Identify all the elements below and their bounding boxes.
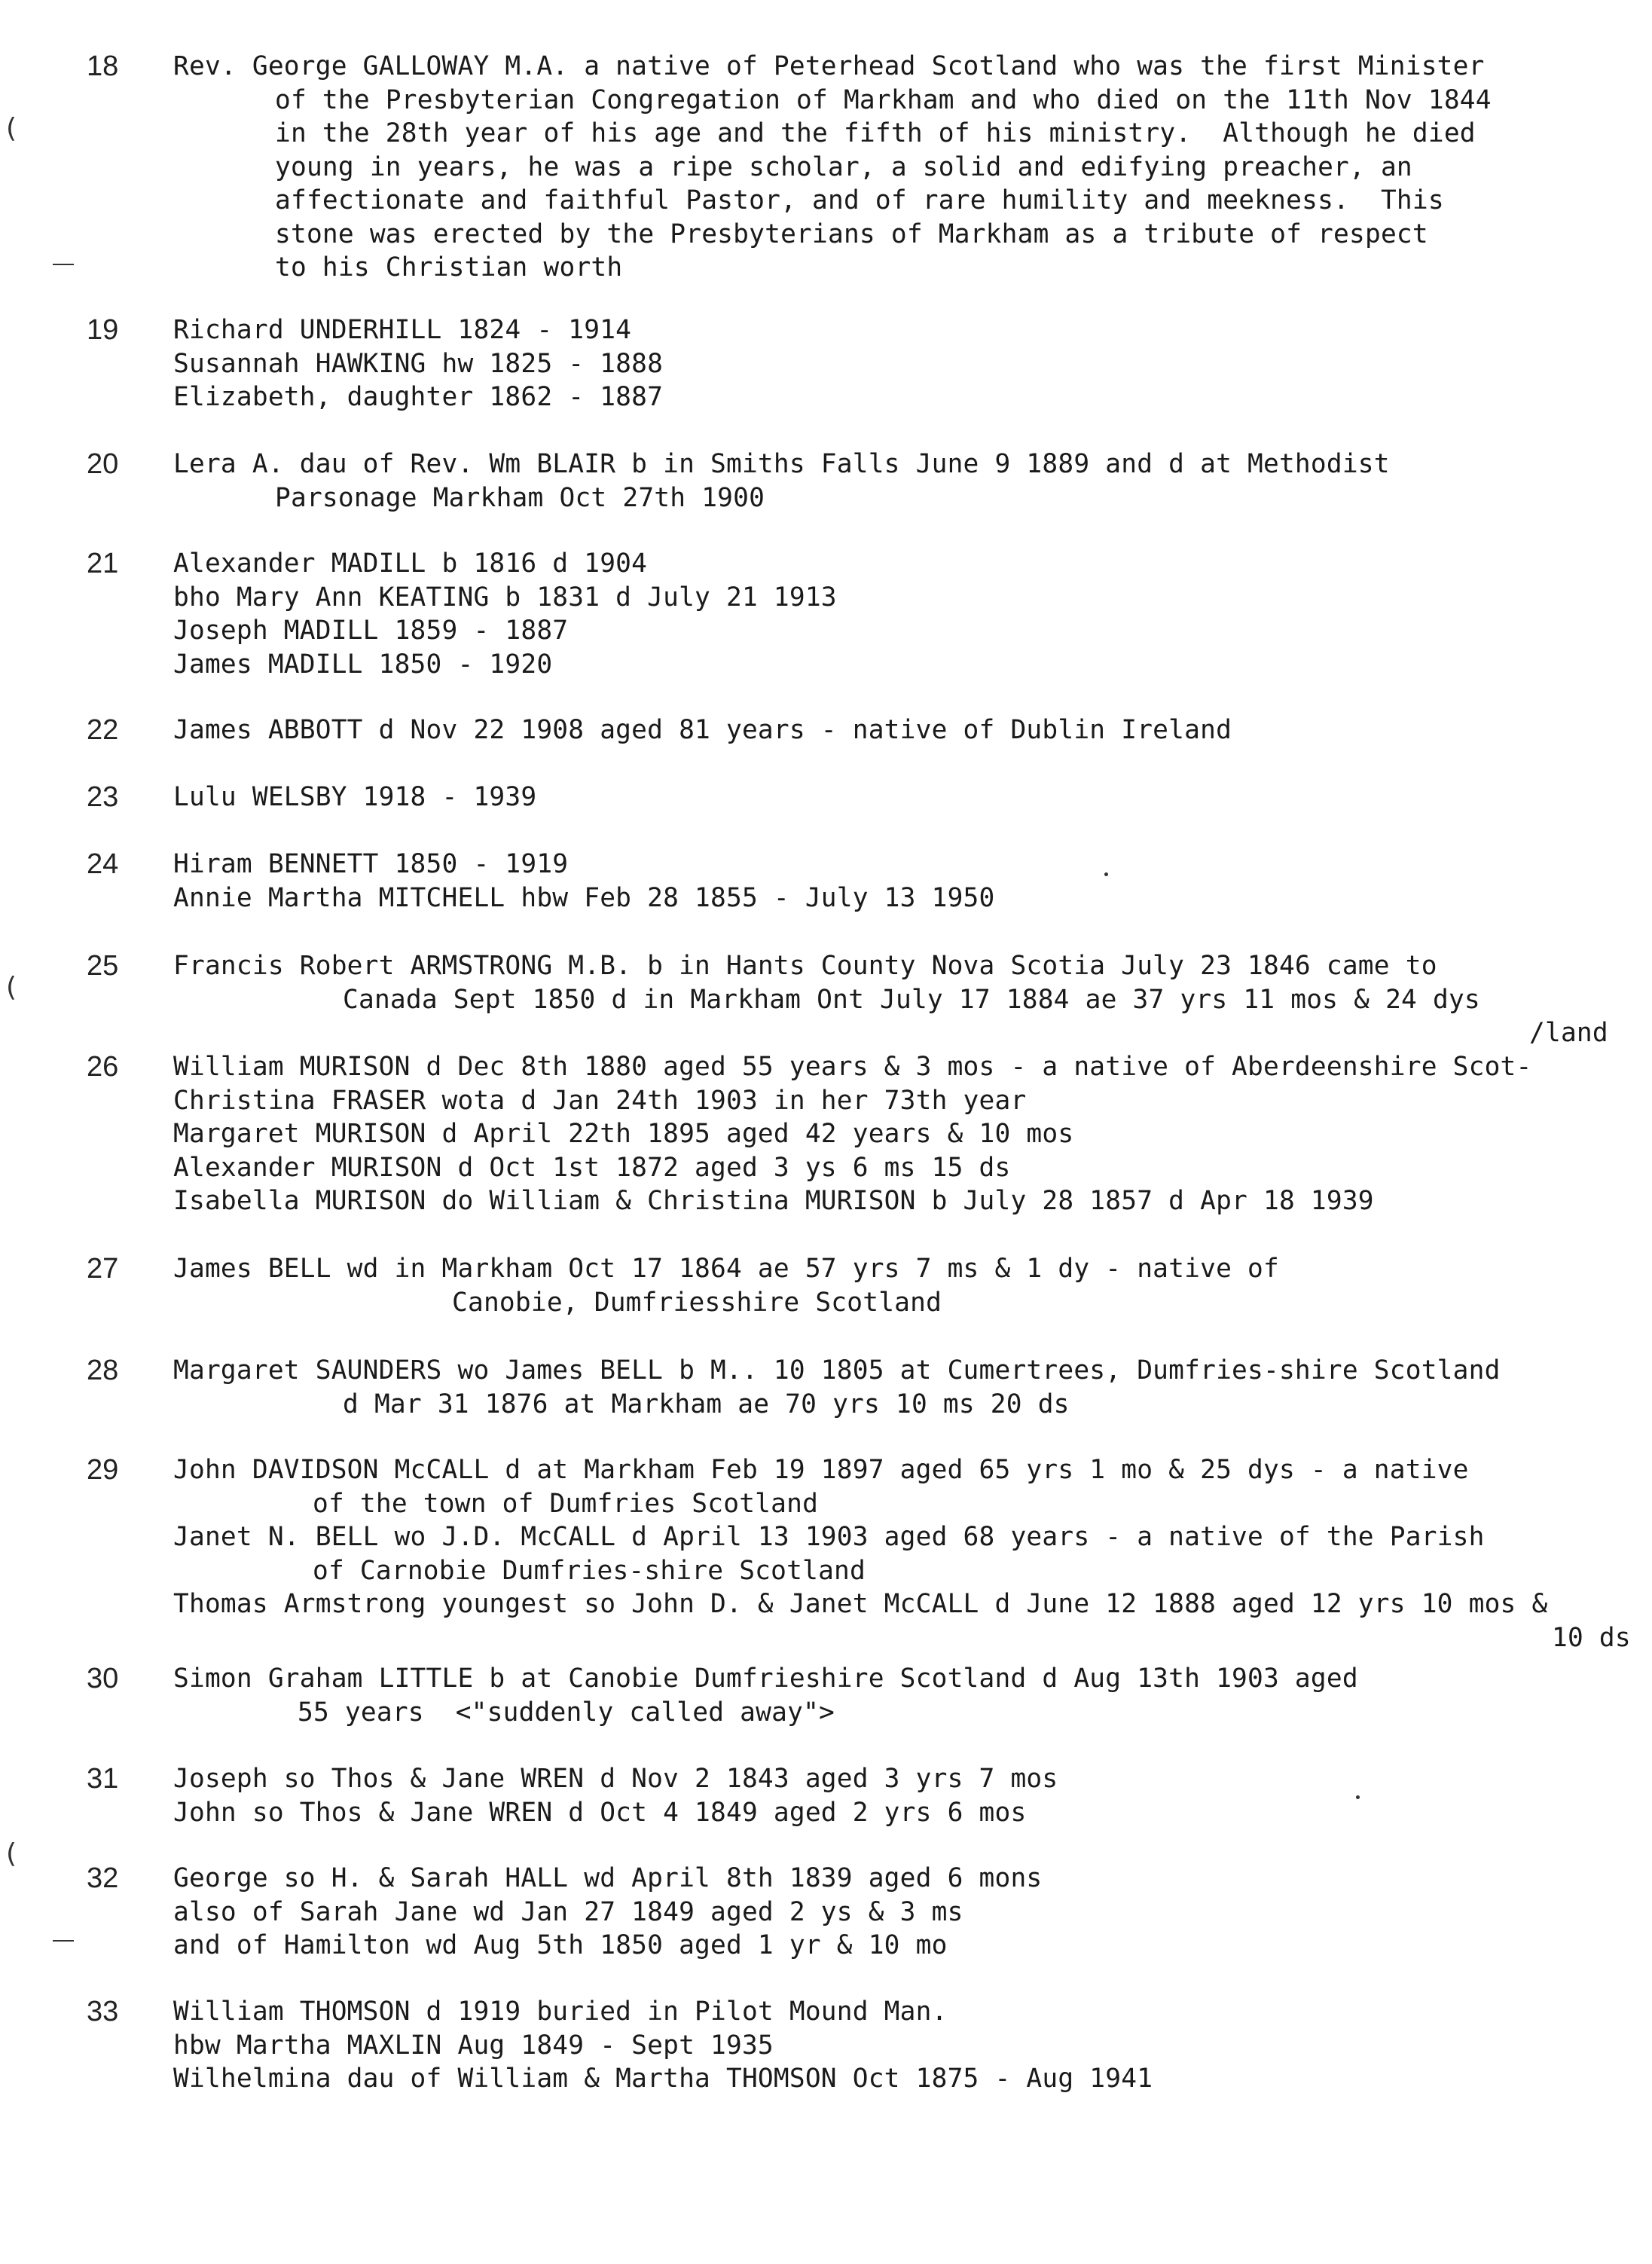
entry-line: Alexander MADILL b 1816 d 1904	[173, 548, 648, 579]
speck-mark	[1356, 1795, 1360, 1799]
entry-line: Lulu WELSBY 1918 - 1939	[173, 782, 537, 812]
entry-line: Canobie, Dumfriesshire Scotland	[452, 1287, 942, 1318]
entry-text	[173, 949, 1642, 1016]
entry-line: Thomas Armstrong youngest so John D. & Janet McCALL d June 12 1888 aged 12 yrs 10 mos &	[173, 1589, 1548, 1619]
entry-number: 21	[87, 548, 119, 579]
entry-line: Hiram BENNETT 1850 - 1919	[173, 849, 569, 879]
entry-number: 25	[87, 950, 119, 982]
entry-line: Margaret MURISON d April 22th 1895 aged 42 years & 10 mos	[173, 1119, 1074, 1149]
entry-line: and of Hamilton wd Aug 5th 1850 aged 1 yr & 10 mo	[173, 1930, 948, 1960]
entry-line: William THOMSON d 1919 buried in Pilot Mound Man.	[173, 1997, 948, 2027]
entry-text	[173, 1354, 1642, 1421]
entry-text	[173, 1050, 1642, 1218]
entry-line: Francis Robert ARMSTRONG M.B. b in Hants County Nova Scotia July 23 1846 came to	[173, 951, 1437, 981]
entry-text	[173, 1762, 1642, 1829]
entry-number: 32	[87, 1862, 119, 1894]
entry-line: James MADILL 1850 - 1920	[173, 649, 553, 680]
entry-text	[173, 1453, 1642, 1621]
entry-line: young in years, he was a ripe scholar, a solid and edifying preacher, an	[275, 151, 1412, 182]
wrapped-text-fragment: 10 ds	[1552, 1623, 1631, 1653]
entry-text	[173, 1662, 1642, 1729]
entry-line: also of Sarah Jane wd Jan 27 1849 aged 2 ys & 3 ms	[173, 1896, 963, 1927]
entry-text	[173, 848, 1642, 915]
entry-line: to his Christian worth	[275, 252, 623, 283]
entry-line: Simon Graham LITTLE b at Canobie Dumfrieshire Scotland d Aug 13th 1903 aged	[173, 1664, 1358, 1694]
entry-number: 30	[87, 1663, 119, 1694]
entry-number: 23	[87, 781, 119, 813]
wrapped-text-fragment: /land	[1529, 1018, 1608, 1048]
margin-dash-mark	[53, 1940, 74, 1942]
entry-text	[173, 50, 1642, 285]
entry-line: bho Mary Ann KEATING b 1831 d July 21 1913	[173, 582, 837, 613]
entry-line: Joseph so Thos & Jane WREN d Nov 2 1843 aged 3 yrs 7 mos	[173, 1764, 1058, 1794]
entry-line: stone was erected by the Presbyterians of Markham as a tribute of respect	[275, 218, 1428, 249]
entry-text	[173, 713, 1642, 747]
entry-line: James BELL wd in Markham Oct 17 1864 ae 57 yrs 7 ms & 1 dy - native of	[173, 1254, 1279, 1284]
entry-line: Lera A. dau of Rev. Wm BLAIR b in Smiths Falls June 9 1889 and d at Methodist	[173, 449, 1390, 479]
entry-text	[173, 313, 1642, 414]
entry-line: of the town of Dumfries Scotland	[313, 1488, 819, 1519]
entry-text	[173, 1252, 1642, 1319]
entry-line: 55 years <"suddenly called away">	[298, 1697, 835, 1728]
entry-line: Richard UNDERHILL 1824 - 1914	[173, 315, 632, 345]
entry-line: William MURISON d Dec 8th 1880 aged 55 years & 3 mos - a native of Aberdeenshire Scot-	[173, 1052, 1532, 1082]
entry-line: Wilhelmina dau of William & Martha THOMSON Oct 1875 - Aug 1941	[173, 2064, 1153, 2094]
entry-line: Margaret SAUNDERS wo James BELL b M.. 10 1805 at Cumertrees, Dumfries-shire Scotland	[173, 1355, 1501, 1386]
entry-line: hbw Martha MAXLIN Aug 1849 - Sept 1935	[173, 2030, 774, 2061]
entry-line: of Carnobie Dumfries-shire Scotland	[313, 1555, 866, 1586]
entry-text	[173, 547, 1642, 681]
entry-line: John DAVIDSON McCALL d at Markham Feb 19 1897 aged 65 yrs 1 mo & 25 dys - a native	[173, 1455, 1469, 1485]
entry-text	[173, 1995, 1642, 2096]
margin-dash-mark	[53, 264, 74, 265]
entry-line: Alexander MURISON d Oct 1st 1872 aged 3 ys 6 ms 15 ds	[173, 1152, 1011, 1183]
entry-number: 28	[87, 1355, 119, 1386]
entry-line: Janet N. BELL wo J.D. McCALL d April 13 1903 aged 68 years - a native of the Parish	[173, 1522, 1485, 1552]
entry-number: 29	[87, 1454, 119, 1486]
entry-line: Isabella MURISON do William & Christina MURISON b July 28 1857 d Apr 18 1939	[173, 1186, 1374, 1216]
entry-line: James ABBOTT d Nov 22 1908 aged 81 years - native of Dublin Ireland	[173, 715, 1232, 745]
entry-line: Elizabeth, daughter 1862 - 1887	[173, 382, 664, 412]
entry-line: George so H. & Sarah HALL wd April 8th 1839 aged 6 mons	[173, 1863, 1043, 1893]
speck-mark	[1104, 872, 1108, 876]
entry-number: 20	[87, 448, 119, 480]
entry-number: 24	[87, 848, 119, 880]
entry-line: affectionate and faithful Pastor, and of rare humility and meekness. This	[275, 185, 1444, 215]
entry-line: in the 28th year of his age and the fifth of his ministry. Although he died	[275, 118, 1476, 148]
entry-line: Rev. George GALLOWAY M.A. a native of Peterhead Scotland who was the first Minister	[173, 51, 1485, 81]
entry-number: 27	[87, 1253, 119, 1285]
entry-line: d Mar 31 1876 at Markham ae 70 yrs 10 ms 20 ds	[343, 1389, 1070, 1419]
entry-number: 31	[87, 1763, 119, 1795]
entry-text	[173, 448, 1642, 515]
entry-line: Susannah HAWKING hw 1825 - 1888	[173, 348, 664, 379]
entry-line: Christina FRASER wota d Jan 24th 1903 in her 73th year	[173, 1085, 1027, 1116]
entry-line: Canada Sept 1850 d in Markham Ont July 17 1884 ae 37 yrs 11 mos & 24 dys	[343, 984, 1480, 1015]
entry-line: John so Thos & Jane WREN d Oct 4 1849 aged 2 yrs 6 mos	[173, 1797, 1027, 1828]
margin-paren-mark: (	[6, 113, 17, 144]
entry-number: 26	[87, 1051, 119, 1083]
margin-paren-mark: (	[6, 972, 17, 1003]
entry-number: 19	[87, 314, 119, 346]
entry-number: 18	[87, 50, 119, 82]
entry-text	[173, 1862, 1642, 1963]
entry-text	[173, 781, 1642, 814]
entry-number: 22	[87, 714, 119, 746]
entry-line: Parsonage Markham Oct 27th 1900	[275, 482, 765, 513]
entry-line: Joseph MADILL 1859 - 1887	[173, 616, 569, 646]
entry-number: 33	[87, 1996, 119, 2027]
margin-paren-mark: (	[6, 1838, 17, 1869]
entry-line: of the Presbyterian Congregation of Markham and who died on the 11th Nov 1844	[275, 84, 1492, 115]
entry-line: Annie Martha MITCHELL hbw Feb 28 1855 - July 13 1950	[173, 882, 995, 913]
